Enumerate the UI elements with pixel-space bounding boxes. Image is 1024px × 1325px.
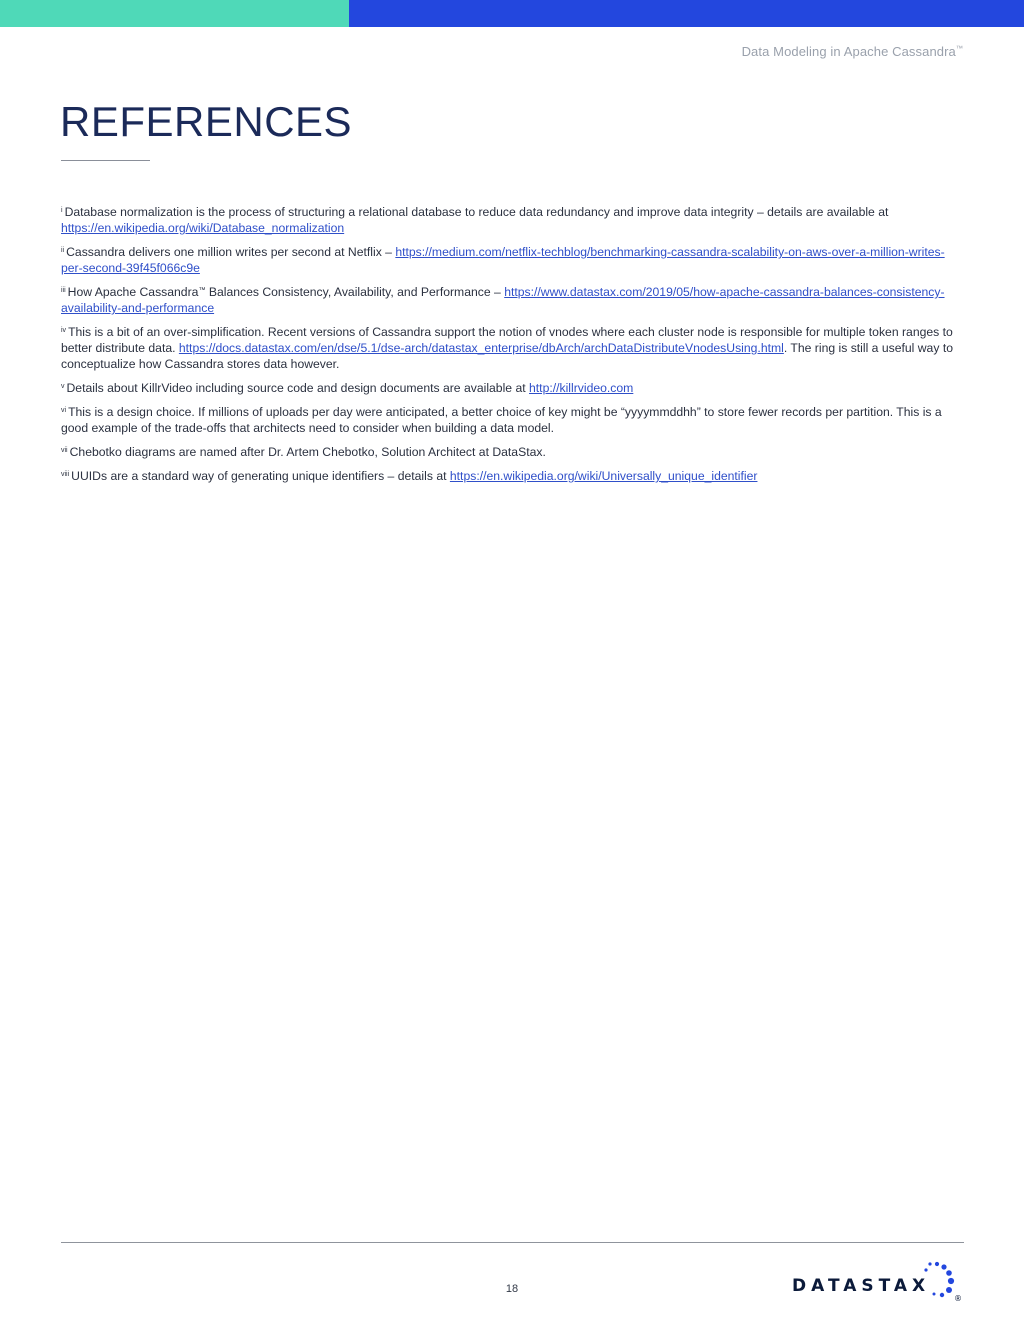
reference-text: Details about KillrVideo including source code and design documents are available at	[66, 381, 530, 395]
reference-number: vi	[61, 407, 67, 414]
title-underline	[61, 160, 150, 161]
reference-link[interactable]: https://en.wikipedia.org/wiki/Universally_unique_identifier	[449, 469, 758, 483]
document-title: Data Modeling in Apache Cassandra	[741, 44, 956, 59]
page-number: 18	[505, 1283, 519, 1295]
reference-item	[61, 203, 961, 236]
reference-text: Balances Consistency, Availability, and Performance –	[205, 285, 505, 299]
reference-link[interactable]: https://en.wikipedia.org/wiki/Database_normalization	[61, 221, 345, 235]
reference-number: vii	[61, 447, 68, 454]
reference-item	[61, 379, 961, 396]
top-bar-teal-segment	[0, 0, 349, 27]
reference-number: viii	[61, 471, 70, 478]
reference-link[interactable]: http://killrvideo.com	[529, 381, 634, 395]
reference-number: iii	[61, 287, 66, 294]
reference-text: This is a design choice. If millions of uploads per day were anticipated, a better choice of key might be “yyyymmddhh” to store fewer records per partition. This is a good example of the trade-offs that architects need to consider when building a data model.	[61, 405, 942, 435]
reference-text: UUIDs are a standard way of generating unique identifiers – details at	[71, 469, 450, 483]
reference-link[interactable]: https://docs.datastax.com/en/dse/5.1/dse-arch/datastax_enterprise/dbArch/archDataDistributeVnodesUsing.html	[178, 341, 784, 355]
document-header	[742, 44, 963, 59]
top-color-bar	[0, 0, 1024, 27]
reference-text: Database normalization is the process of structuring a relational database to reduce data redundancy and improve data integrity – details are available at	[64, 205, 889, 219]
reference-item	[61, 467, 961, 484]
trademark-mark: ™	[955, 45, 963, 53]
logo-wordmark: DATASTAX	[792, 1276, 931, 1296]
reference-item	[61, 243, 961, 276]
reference-text: Cassandra delivers one million writes per second at Netflix –	[66, 245, 396, 259]
reference-link[interactable]: https://medium.com/netflix-techblog/benchmarking-cassandra-scalability-on-aws-over-a-million-writes-per-second-39f45f066c9e	[61, 245, 945, 275]
reference-item	[61, 283, 961, 316]
logo-dots-icon	[920, 1260, 968, 1302]
registered-mark: ®	[954, 1294, 962, 1302]
reference-link[interactable]: https://www.datastax.com/2019/05/how-apache-cassandra-balances-consistency-availability-and-performance	[61, 285, 945, 315]
reference-number: iv	[61, 327, 67, 334]
reference-number: ii	[61, 247, 65, 254]
page-title: REFERENCES	[60, 98, 353, 145]
reference-text: This is a bit of an over-simplification. Recent versions of Cassandra support the notion of vnodes where each cluster node is responsible for multiple token ranges to better distribute data.	[61, 325, 953, 355]
reference-text: Chebotko diagrams are named after Dr. Artem Chebotko, Solution Architect at DataStax.	[69, 445, 546, 459]
top-bar-blue-segment	[349, 0, 1024, 27]
datastax-logo	[790, 1260, 970, 1302]
reference-text: . The ring is still a useful way to conceptualize how Cassandra stores data however.	[61, 341, 953, 371]
reference-text: How Apache Cassandra	[67, 285, 199, 299]
reference-item	[61, 443, 961, 460]
references-list	[61, 203, 961, 491]
footer-divider	[61, 1242, 964, 1243]
reference-number: i	[61, 207, 63, 214]
reference-item	[61, 323, 961, 372]
trademark-mark: ™	[198, 287, 206, 294]
reference-item	[61, 403, 961, 436]
reference-number: v	[61, 383, 65, 390]
